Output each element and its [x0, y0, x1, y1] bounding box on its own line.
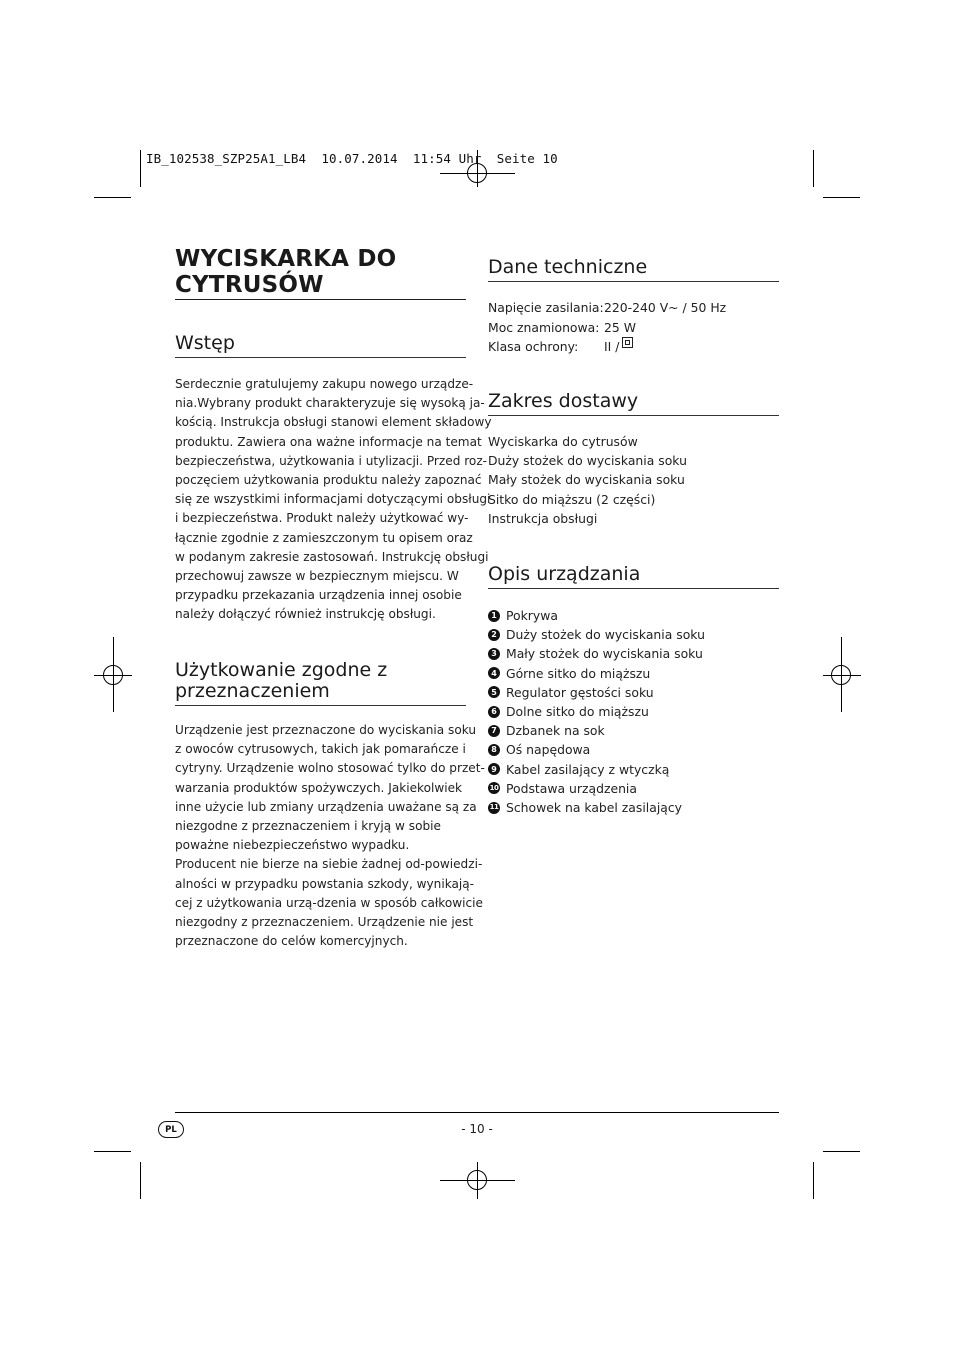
text-line: przypadku przekazania urządzenia innej osobie — [175, 588, 462, 603]
part-label: Pokrywa — [506, 608, 558, 623]
intro-text — [175, 375, 492, 625]
text-line: alności w przypadku powstania szkody, wynikają- — [175, 876, 475, 891]
text-line: produktu. Zawiera ona ważne informacje na temat — [175, 434, 482, 449]
list-item: Mały stożek do wyciskania soku — [488, 472, 685, 488]
list-item — [488, 644, 779, 663]
part-label: Podstawa urządzenia — [506, 780, 637, 796]
protection-class-ii-icon — [622, 337, 633, 348]
delivery-heading: Zakres dostawy — [488, 391, 779, 416]
spec-value: 220-240 V~ / 50 Hz — [604, 300, 727, 315]
text-line: inne użycie lub zmiany urządzenia uważane są za — [175, 799, 477, 814]
list-item — [488, 683, 779, 702]
text-line: poważne niebezpieczeństwo wypadku. — [175, 838, 410, 853]
text-line: warzania produktów spożywczych. Jakiekolwiek — [175, 780, 463, 795]
part-label: Kabel zasilający z wtyczką — [506, 761, 670, 777]
text-line: i bezpieczeństwa. Produkt należy użytkować wy- — [175, 511, 469, 526]
list-item — [488, 606, 779, 625]
description-heading: Opis urządzania — [488, 564, 779, 589]
number-badge: 9 — [488, 763, 500, 775]
text-line: nia.Wybrany produkt charakteryzuje się wysoką ja- — [175, 396, 485, 411]
list-item — [488, 721, 779, 740]
language-badge: PL — [158, 1121, 184, 1138]
spec-row — [488, 318, 779, 338]
delivery-section — [488, 391, 779, 416]
intended-use-text — [175, 721, 485, 951]
number-badge: 2 — [488, 629, 500, 641]
delivery-list — [488, 432, 779, 528]
text-line: przechowuj zawsze w bezpiecznym miejscu. W — [175, 569, 459, 584]
tech-data-heading: Dane techniczne — [488, 257, 779, 282]
text-line: z owoców cytrusowych, takich jak pomarańcze i — [175, 742, 466, 757]
number-badge: 11 — [488, 802, 500, 814]
part-label: Regulator gęstości soku — [506, 684, 654, 700]
text-line: Serdecznie gratulujemy zakupu nowego urządze- — [175, 377, 474, 391]
footer-divider — [175, 1112, 779, 1113]
text-line: należy dołączyć również instrukcję obsługi. — [175, 607, 436, 622]
list-item — [488, 740, 779, 759]
list-item: Instrukcja obsługi — [488, 510, 598, 526]
part-label: Schowek na kabel zasilający — [506, 800, 682, 816]
number-badge: 4 — [488, 667, 500, 679]
list-item: Duży stożek do wyciskania soku — [488, 453, 687, 469]
list-item — [488, 664, 779, 683]
page-title: WYCISKARKA DO CYTRUSÓW — [175, 246, 466, 300]
spec-value: 25 W — [604, 319, 636, 335]
text-line: Producent nie bierze na siebie żadnej od-powiedzi- — [175, 857, 483, 872]
spec-row — [488, 337, 779, 357]
text-line: łącznie zgodnie z zamieszczonym tu opisem oraz — [175, 530, 473, 545]
parts-list — [488, 606, 779, 817]
list-item — [488, 760, 779, 779]
tech-data-section — [488, 257, 779, 282]
part-label: Oś napędowa — [506, 742, 591, 758]
text-line: w podanym zakresie zastosowań. Instrukcję obsługi — [175, 549, 489, 564]
page-number: - 10 - — [461, 1122, 493, 1136]
description-section — [488, 564, 779, 589]
list-item — [488, 702, 779, 721]
tech-data-table — [488, 298, 779, 357]
text-line: Urządzenie jest przeznaczone do wyciskania soku — [175, 723, 477, 737]
part-label: Dzbanek na sok — [506, 723, 605, 739]
part-label: Dolne sitko do miąższu — [506, 704, 649, 720]
spec-label: Klasa ochrony: — [488, 339, 579, 354]
list-item — [488, 625, 779, 644]
text-line: cytryny. Urządzenie wolno stosować tylko do przet- — [175, 761, 485, 776]
text-line: przeznaczone do celów komercyjnych. — [175, 934, 408, 949]
part-label: Duży stożek do wyciskania soku — [506, 627, 705, 643]
text-line: bezpieczeństwa, użytkowania i utylizacji. Przed roz- — [175, 453, 488, 468]
text-line: cej z użytkowania urzą-dzenia w sposób całkowicie — [175, 895, 483, 910]
list-item — [488, 798, 779, 817]
list-item — [488, 779, 779, 798]
number-badge: 3 — [488, 648, 500, 660]
number-badge: 10 — [488, 782, 500, 794]
part-label: Górne sitko do miąższu — [506, 665, 651, 681]
intro-heading: Wstęp — [175, 333, 466, 358]
text-line: się ze wszystkimi informacjami dotyczącymi obsługi — [175, 492, 491, 507]
number-badge: 7 — [488, 725, 500, 737]
intro-section — [175, 333, 466, 358]
number-badge: 6 — [488, 706, 500, 718]
part-label: Mały stożek do wyciskania soku — [506, 646, 703, 662]
text-line: niezgodny z przeznaczeniem. Urządzenie nie jest — [175, 915, 474, 930]
spec-label: Moc znamionowa: — [488, 319, 600, 335]
intended-use-section — [175, 660, 466, 706]
text-line: niezgodne z przeznaczeniem i kryją w sobie — [175, 819, 441, 834]
number-badge: 1 — [488, 610, 500, 622]
list-item: Sitko do miąższu (2 części) — [488, 491, 656, 507]
spec-value: II / — [604, 339, 620, 354]
main-title-block — [175, 246, 466, 300]
list-item: Wyciskarka do cytrusów — [488, 434, 638, 449]
number-badge: 5 — [488, 686, 500, 698]
text-line: poczęciem użytkowania produktu należy zapoznać — [175, 473, 482, 488]
text-line: kością. Instrukcja obsługi stanowi element składowy — [175, 415, 492, 430]
spec-row — [488, 298, 779, 318]
intended-use-heading: Użytkowanie zgodne z przeznaczeniem — [175, 660, 466, 706]
spec-label: Napięcie zasilania: — [488, 300, 604, 315]
print-slug: IB_102538_SZP25A1_LB4 10.07.2014 11:54 Uhr Seite 10 — [146, 151, 558, 166]
number-badge: 8 — [488, 744, 500, 756]
